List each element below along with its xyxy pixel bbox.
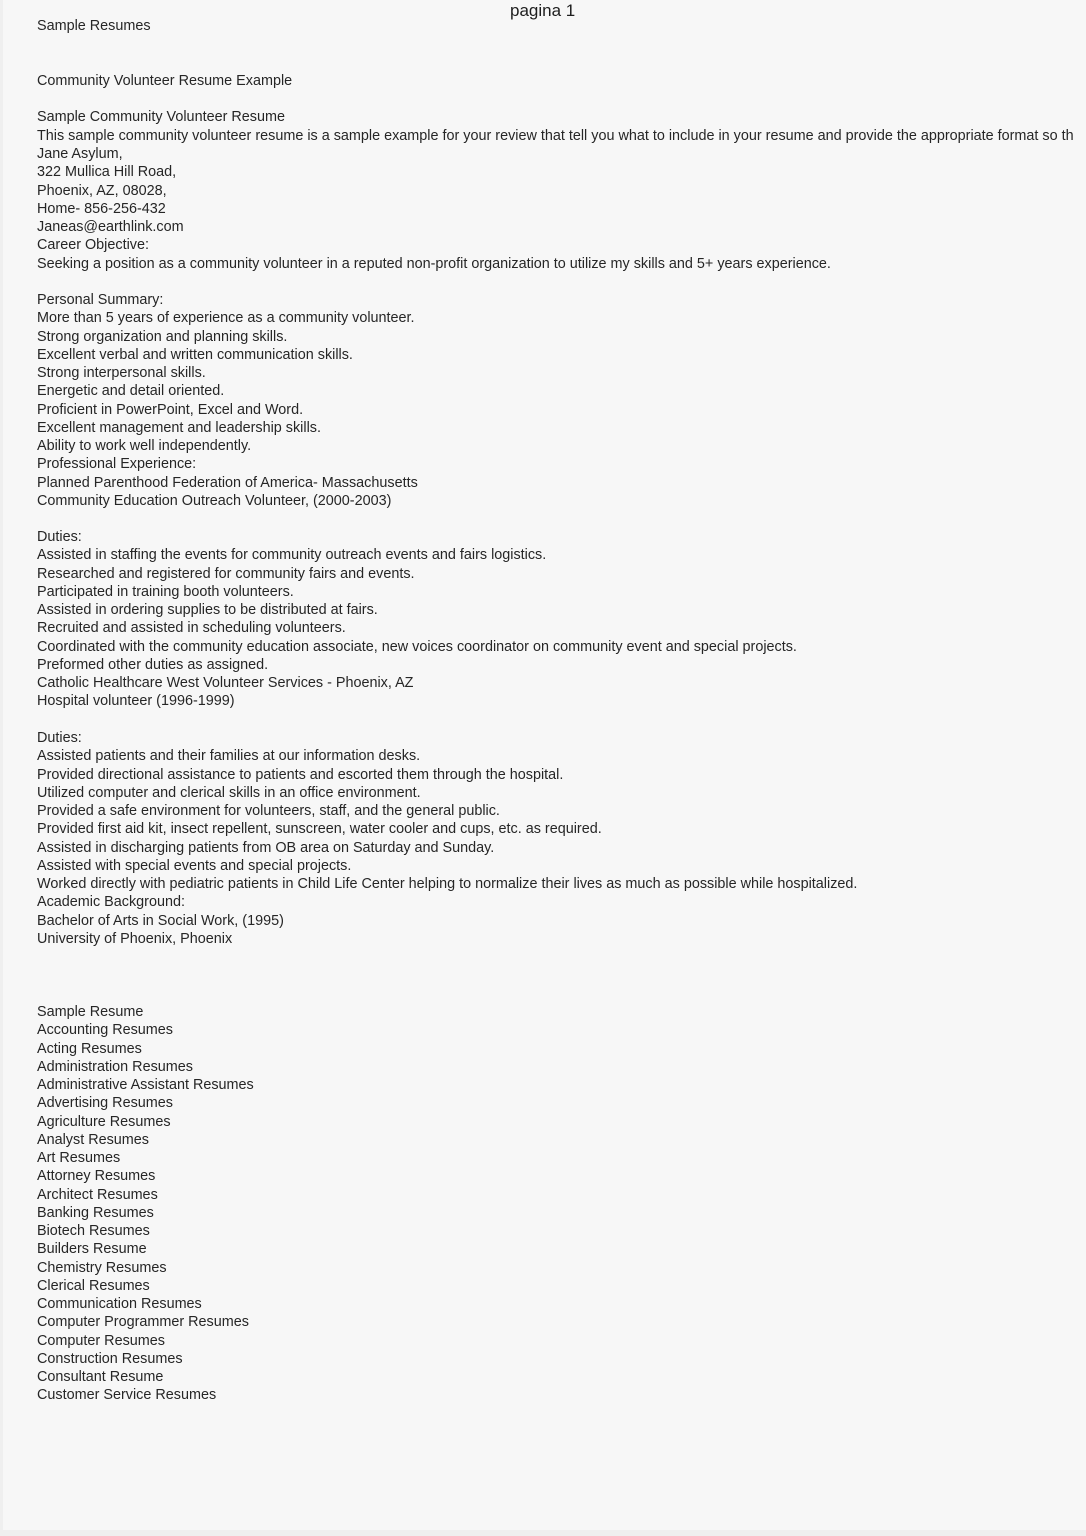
resume-category-link[interactable]: Computer Programmer Resumes xyxy=(37,1314,249,1331)
duty-item: Provided a safe environment for volunteers, staff, and the general public. xyxy=(37,803,500,819)
job-title: Hospital volunteer (1996-1999) xyxy=(37,693,235,710)
resume-category-link[interactable]: Art Resumes xyxy=(37,1150,121,1166)
resume-category-link[interactable]: Administration Resumes xyxy=(37,1058,193,1075)
resume-category-link[interactable]: Customer Service Resumes xyxy=(37,1387,217,1404)
duty-item: Assisted in discharging patients from OB area on Saturday and Sunday. xyxy=(37,839,495,856)
section-heading-career-objective: Career Objective: xyxy=(37,237,149,254)
resume-intro: This sample community volunteer resume is a sample example for your review that tell you what to include in your resume and provide the appropriate format so th xyxy=(37,128,1074,144)
duty-item: Worked directly with pediatric patients in Child Life Center helping to normalize their lives as much as possible while hospitalized. xyxy=(37,876,858,892)
summary-item: Strong interpersonal skills. xyxy=(37,365,206,381)
page-edge xyxy=(0,1530,1086,1536)
resume-category-link[interactable]: Communication Resumes xyxy=(37,1296,202,1312)
resume-heading: Sample Community Volunteer Resume xyxy=(37,109,285,125)
section-heading-personal-summary: Personal Summary: xyxy=(37,292,164,308)
page-edge xyxy=(0,0,3,1536)
resume-category-link[interactable]: Analyst Resumes xyxy=(37,1131,149,1148)
resume-category-link[interactable]: Chemistry Resumes xyxy=(37,1259,167,1276)
resume-category-list xyxy=(37,1003,254,1405)
contact-block xyxy=(37,145,831,273)
duty-item: Assisted with special events and special projects. xyxy=(37,857,352,874)
university: University of Phoenix, Phoenix xyxy=(37,930,233,947)
page-number: pagina 1 xyxy=(510,1,576,20)
summary-item: Strong organization and planning skills. xyxy=(37,328,288,345)
duty-item: Assisted in ordering supplies to be distributed at fairs. xyxy=(37,602,378,618)
resume-category-link[interactable]: Builders Resume xyxy=(37,1241,147,1258)
resume-category-link[interactable]: Administrative Assistant Resumes xyxy=(37,1077,254,1093)
resume-category-link[interactable]: Architect Resumes xyxy=(37,1186,158,1203)
duty-item: Provided directional assistance to patients and escorted them through the hospital. xyxy=(37,766,564,783)
section-heading-professional-experience: Professional Experience: xyxy=(37,456,197,473)
summary-block xyxy=(37,291,418,510)
duty-item: Utilized computer and clerical skills in an office environment. xyxy=(37,784,421,801)
career-objective-text: Seeking a position as a community volunteer in a reputed non-profit organization to utilize my skills and 5+ years experience. xyxy=(37,255,831,272)
resume-category-link[interactable]: Sample Resume xyxy=(37,1004,144,1020)
resume-category-link[interactable]: Agriculture Resumes xyxy=(37,1113,171,1130)
resume-category-link[interactable]: Attorney Resumes xyxy=(37,1168,156,1185)
section-heading-duties: Duties: xyxy=(37,529,82,545)
resume-category-link[interactable]: Advertising Resumes xyxy=(37,1095,173,1112)
duty-item: Researched and registered for community fairs and events. xyxy=(37,565,415,582)
summary-item: More than 5 years of experience as a community volunteer. xyxy=(37,310,415,327)
resume-category-link[interactable]: Acting Resumes xyxy=(37,1040,142,1057)
resume-category-link[interactable]: Consultant Resume xyxy=(37,1369,164,1385)
duties-block-1 xyxy=(37,528,797,711)
duty-item: Participated in training booth volunteers. xyxy=(37,583,294,600)
contact-city: Phoenix, AZ, 08028, xyxy=(37,182,167,199)
job-title: Community Education Outreach Volunteer, (2000-2003) xyxy=(37,492,392,509)
resume-category-link[interactable]: Computer Resumes xyxy=(37,1332,165,1349)
contact-street: 322 Mullica Hill Road, xyxy=(37,164,177,181)
resume-category-link[interactable]: Clerical Resumes xyxy=(37,1277,150,1294)
summary-item: Ability to work well independently. xyxy=(37,438,252,454)
contact-email: Janeas@earthlink.com xyxy=(37,219,184,235)
summary-item: Energetic and detail oriented. xyxy=(37,383,225,400)
section-heading-academic-background: Academic Background: xyxy=(37,894,185,911)
degree: Bachelor of Arts in Social Work, (1995) xyxy=(37,912,284,929)
resume-category-link[interactable]: Biotech Resumes xyxy=(37,1223,150,1239)
duty-item: Preformed other duties as assigned. xyxy=(37,656,269,673)
contact-phone: Home- 856-256-432 xyxy=(37,200,166,217)
site-title: Sample Resumes xyxy=(37,18,151,34)
resume-category-link[interactable]: Banking Resumes xyxy=(37,1204,154,1221)
duties-block-2 xyxy=(37,729,857,948)
summary-item: Proficient in PowerPoint, Excel and Word. xyxy=(37,401,304,418)
duty-item: Assisted in staffing the events for community outreach events and fairs logistics. xyxy=(37,547,547,564)
contact-name: Jane Asylum, xyxy=(37,146,123,162)
resume-category-link[interactable]: Accounting Resumes xyxy=(37,1022,173,1039)
duty-item: Provided first aid kit, insect repellent, sunscreen, water cooler and cups, etc. as required. xyxy=(37,821,602,838)
employer: Catholic Healthcare West Volunteer Services - Phoenix, AZ xyxy=(37,675,414,691)
duty-item: Recruited and assisted in scheduling volunteers. xyxy=(37,620,346,637)
resume-category-link[interactable]: Construction Resumes xyxy=(37,1350,183,1367)
duty-item: Coordinated with the community education associate, new voices coordinator on community event and special projects. xyxy=(37,638,797,655)
summary-item: Excellent management and leadership skills. xyxy=(37,419,321,436)
summary-item: Excellent verbal and written communication skills. xyxy=(37,346,353,363)
employer: Planned Parenthood Federation of America- Massachusetts xyxy=(37,474,418,491)
section-heading-duties: Duties: xyxy=(37,730,82,746)
article-title: Community Volunteer Resume Example xyxy=(37,73,293,89)
duty-item: Assisted patients and their families at our information desks. xyxy=(37,748,421,765)
